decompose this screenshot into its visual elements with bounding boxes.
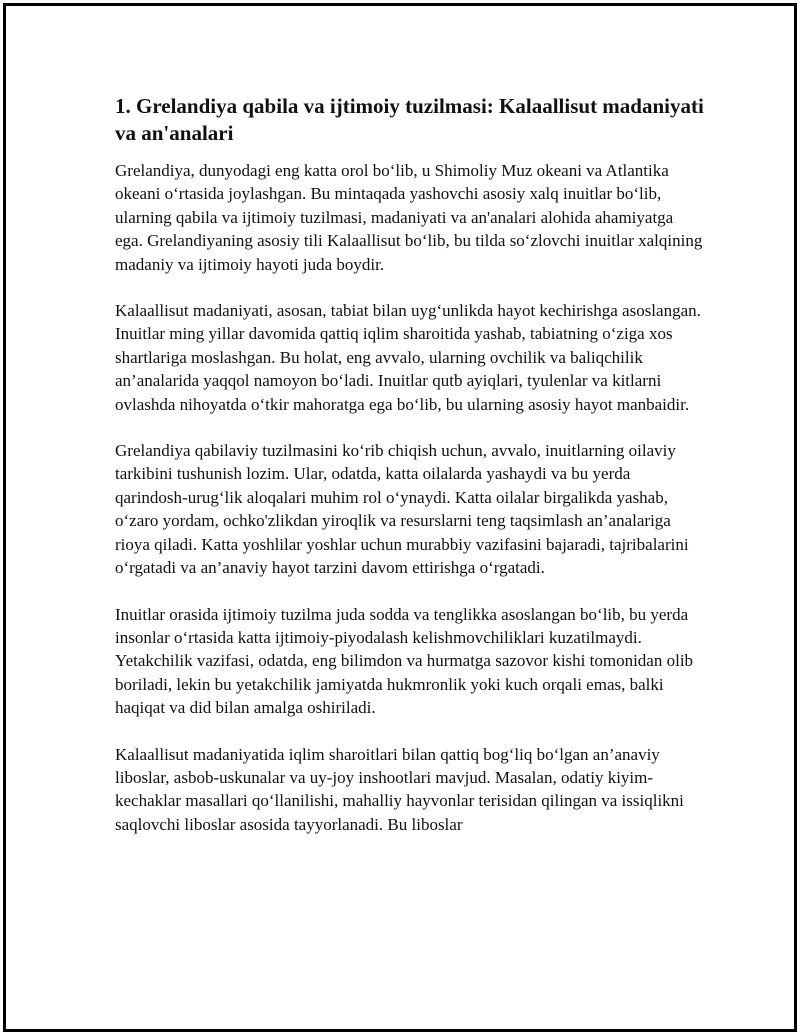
paragraph-2: Kalaallisut madaniyati, asosan, tabiat bilan uyg‘unlikda hayot kechirishga asoslangan. Inuitlar ming yillar davomida qattiq iqlim sharoitida yashab, tabiatning o‘ziga xos shartlariga moslashgan. Bu holat, eng avvalo, ularning ovchilik va baliqchilik an’analarida yaqqol namoyon bo‘ladi. Inuitlar qutb ayiqlari, tyulenlar va kitlarni ovlashda nihoyatda o‘tkir mahoratga ega bo‘lib, bu ularning asosiy hayot manbaidir.: [115, 301, 701, 414]
paragraph-5: Kalaallisut madaniyatida iqlim sharoitlari bilan qattiq bog‘liq bo‘lgan an’anaviy liboslar, asbob-uskunalar va uy-joy inshootlari mavjud. Masalan, odatiy kiyim-kechaklar masallari qo‘llanilishi, mahalliy hayvonlar terisidan qilingan va issiqlikni saqlovchi liboslar asosida tayyorlanadi. Bu liboslar: [115, 744, 684, 834]
document-heading: 1. Grelandiya qabila va ijtimoiy tuzilmasi: Kalaallisut madaniyati va an'analari: [115, 94, 704, 145]
paragraph-1: Grelandiya, dunyodagi eng katta orol bo‘lib, u Shimoliy Muz okeani va Atlantika okeani o‘rtasida joylashgan. Bu mintaqada yashovchi asosiy xalq inuitlar bo‘lib, ularning qabila va ijtimoiy tuzilmasi, madaniyati va an'analari alohida ahamiyatga ega. Grelandiyaning asosiy tili Kalaallisut bo‘lib, bu tilda so‘zlovchi inuitlar xalqining madaniy va ijtimoiy hayoti juda boydir.: [115, 161, 703, 274]
paragraph-4: Inuitlar orasida ijtimoiy tuzilma juda sodda va tenglikka asoslangan bo‘lib, bu yerda insonlar o‘rtasida katta ijtimoiy-piyodalash kelishmovchiliklari kuzatilmaydi. Yetakchilik vazifasi, odatda, eng bilimdon va hurmatga sazovor kishi tomonidan olib boriladi, lekin bu yetakchilik jamiyatda hukmronlik yoki kuch orqali emas, balki haqiqat va did bilan amalga oshiriladi.: [115, 604, 694, 718]
document-body: [115, 93, 705, 859]
paragraph-3: Grelandiya qabilaviy tuzilmasini ko‘rib chiqish uchun, avvalo, inuitlarning oilaviy tarkibini tushunish lozim. Ular, odatda, katta oilalarda yashaydi va bu yerda qarindosh-urug‘lik aloqalari muhim rol o‘ynaydi. Katta oilalar birgalikda yashab, o‘zaro yordam, ochko'zlikdan yiroqlik va resurslarni teng taqsimlash an’analariga rioya qiladi. Katta yoshlilar yoshlar uchun murabbiy vazifasini bajaradi, tajribalarini o‘rgatadi va an’anaviy hayot tarzini davom ettirishga o‘rgatadi.: [115, 441, 689, 578]
